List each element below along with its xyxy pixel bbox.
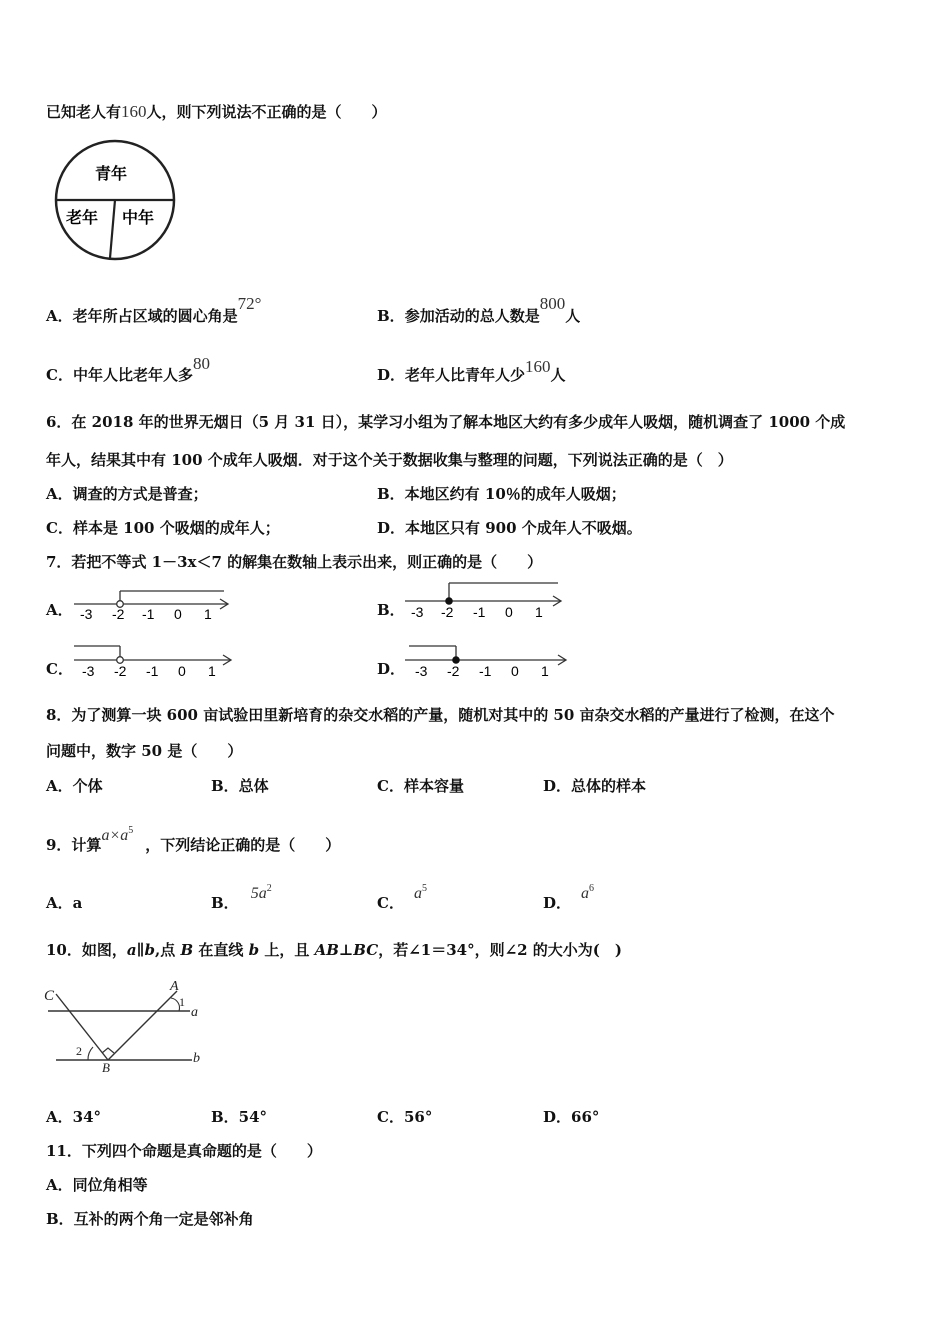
q11-option-a: A．同位角相等 [46,1176,148,1194]
svg-text:-1: -1 [479,663,492,679]
svg-text:C: C [44,988,55,1004]
q11-stem: 11．下列四个命题是真命题的是（ ） [46,1142,322,1160]
q5-option-b: B．参加活动的总人数是800人 [377,294,581,325]
q9-option-d: D．$a^6$ [543,883,595,912]
q9-option-b: B．$5a^2$ [211,883,272,912]
svg-text:2: 2 [76,1044,82,1058]
pie-label-youth: 青年 [95,164,128,183]
svg-text:b: b [193,1051,200,1066]
q8-option-d: D．总体的样本 [543,777,647,795]
svg-text:a: a [191,1005,198,1020]
q9-option-a: A．a [46,894,83,912]
svg-text:-3: -3 [415,663,428,679]
q7-option-b-label: B． [377,601,405,619]
svg-text:-2: -2 [114,663,127,679]
q10-option-a: A．34° [46,1108,102,1126]
svg-text:0: 0 [511,663,519,679]
q7-option-c-label: C． [46,660,73,678]
svg-text:-3: -3 [80,606,93,622]
q5-option-d: D．老年人比青年人少160人 [377,357,566,384]
q10-stem: 10．如图，a∥b,点 B 在直线 b 上，且 AB⊥BC，若∠1＝34°，则∠2 的大小为( ) [46,941,623,959]
pie-label-elderly: 老年 [66,208,99,227]
svg-text:A: A [170,979,179,994]
q8-option-c: C．样本容量 [377,777,464,795]
svg-text:B: B [102,1060,110,1075]
q8-option-a: A．个体 [46,777,103,795]
svg-text:-1: -1 [473,604,486,620]
svg-text:1: 1 [541,663,549,679]
q10-option-d: D．66° [543,1108,600,1126]
svg-text:1: 1 [179,995,185,1009]
svg-text:-2: -2 [112,606,125,622]
q8-stem-line1: 8．为了测算一块 600 亩试验田里新培育的杂交水稻的产量，随机对其中的 50 亩杂交水稻的产量进行了检测，在这个 [46,706,835,724]
svg-text:-3: -3 [82,663,95,679]
svg-text:0: 0 [505,604,513,620]
q5-stem: 已知老人有160人，则下列说法不正确的是（ ） [46,102,387,121]
q10-option-c: C．56° [377,1108,433,1126]
q5-option-a: A．老年所占区域的圆心角是72° [46,294,262,325]
q9-stem: 9．计算$a\times a^5$，下列结论正确的是（ ） [46,825,341,854]
q11-option-b: B．互补的两个角一定是邻补角 [46,1210,254,1228]
q10-option-b: B．54° [211,1108,268,1126]
q7-number-line-a [72,591,242,627]
q8-stem-line2: 问题中，数字 50 是（ ） [46,742,243,760]
q7-number-line-d [403,644,575,678]
q6-stem-line1: 6．在 2018 年的世界无烟日（5 月 31 日），某学习小组为了解本地区大约有多少成年人吸烟，随机调查了 1000 个成 [46,413,846,431]
q9-option-c: C．$a^5$ [377,883,427,912]
svg-text:1: 1 [208,663,216,679]
q6-option-c: C．样本是 100 个吸烟的成年人； [46,519,280,537]
svg-text:-2: -2 [441,604,454,620]
q5-pie-chart [52,137,182,267]
svg-text:-3: -3 [411,604,424,620]
svg-text:1: 1 [535,604,543,620]
q6-option-a: A．调查的方式是普查； [46,485,208,503]
svg-text:0: 0 [178,663,186,679]
q7-number-line-b [403,583,573,619]
q7-option-a-label: A． [46,601,73,619]
q5-option-c: C．中年人比老年人多80 [46,354,210,384]
svg-text:-2: -2 [447,663,460,679]
q6-stem-line2: 年人，结果其中有 100 个成年人吸烟．对于这个关于数据收集与整理的问题，下列说法正确的是（ ） [46,451,733,469]
svg-text:1: 1 [204,606,212,622]
q10-figure [42,978,212,1073]
svg-text:-1: -1 [142,606,155,622]
pie-label-middle: 中年 [122,208,155,227]
q7-option-d-label: D． [377,660,406,678]
q6-option-d: D．本地区只有 900 个成年人不吸烟。 [377,519,642,537]
q6-option-b: B．本地区约有 10％的成年人吸烟； [377,485,626,503]
svg-text:0: 0 [174,606,182,622]
svg-text:-1: -1 [146,663,159,679]
q8-option-b: B．总体 [211,777,269,795]
q7-stem: 7．若把不等式 1－3x＜7 的解集在数轴上表示出来，则正确的是（ ） [46,553,543,571]
q7-number-line-c [72,644,242,678]
